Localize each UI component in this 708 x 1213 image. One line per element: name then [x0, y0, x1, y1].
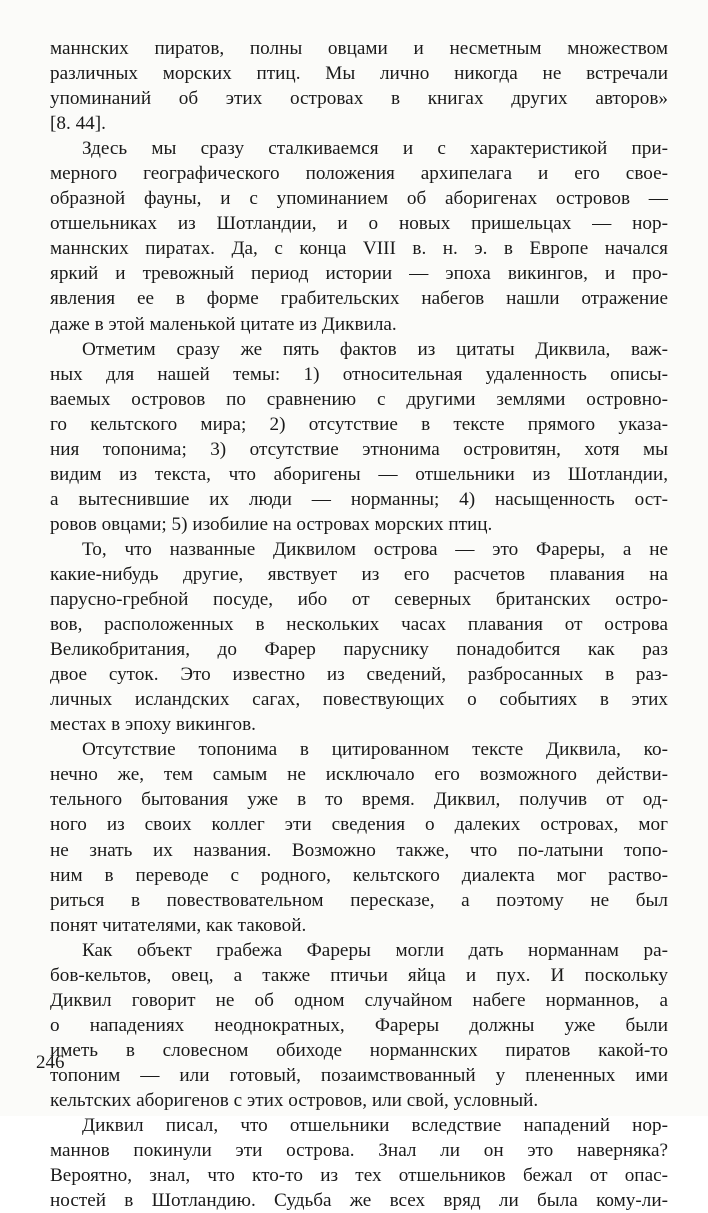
- text-line: Здесь мы сразу сталкиваемся и с характеристикой при-: [82, 138, 668, 160]
- page-number: 246: [36, 1052, 65, 1073]
- text-line: упоминаний об этих островах в книгах других авторов»: [50, 88, 668, 110]
- text-line: Вероятно, знал, что кто-то из тех отшельников бежал от опас-: [50, 1165, 668, 1187]
- text-line: иметь в словесном обиходе норманнских пиратов какой-то: [50, 1039, 668, 1061]
- text-line: То, что названные Диквилом острова — это Фареры, а не: [82, 538, 668, 560]
- text-line: нечно же, тем самым не исключало его возможного действи-: [50, 764, 668, 786]
- text-line: отшельниках из Шотландии, и о новых пришельцах — нор-: [50, 213, 668, 235]
- text-line: го кельтского мира; 2) отсутствие в тексте прямого указа-: [50, 413, 668, 435]
- text-line: ных для нашей темы: 1) относительная удаленность описы-: [50, 363, 668, 385]
- text-line: личных исландских сагах, повествующих о событиях в этих: [50, 689, 668, 711]
- text-line: ним в переводе с родного, кельтского диалекта мог раство-: [50, 864, 668, 886]
- text-line: не знать их названия. Возможно также, что по-латыни топо-: [50, 839, 668, 861]
- text-line: даже в этой маленькой цитате из Диквила.: [50, 313, 397, 335]
- text-line: вов, расположенных в нескольких часах плавания от острова: [50, 614, 668, 636]
- text-line: Как объект грабежа Фареры могли дать норманнам ра-: [82, 939, 668, 961]
- paragraph: [50, 337, 668, 537]
- text-line: Отметим сразу же пять фактов из цитаты Диквила, важ-: [82, 338, 668, 360]
- paragraph: [50, 537, 668, 737]
- paragraph: [50, 737, 668, 937]
- text-line: топоним — или готовый, позаимствованный у плененных ими: [50, 1064, 668, 1086]
- text-line: ровов овцами; 5) изобилие на островах морских птиц.: [50, 513, 493, 535]
- text-line: Отсутствие топонима в цитированном тексте Диквила, ко-: [82, 739, 668, 761]
- text-line: маннских пиратов, полны овцами и несметным множеством: [50, 38, 668, 59]
- text-line: бов-кельтов, овец, а также птичьи яйца и пух. И поскольку: [50, 964, 668, 986]
- text-line: ваемых островов по сравнению с другими землями островно-: [50, 388, 668, 410]
- text-line: ностей в Шотландию. Судьба же всех вряд ли была кому-ли-: [50, 1190, 668, 1212]
- text-line: о нападениях неоднократных, Фареры должны уже были: [50, 1014, 668, 1036]
- text-line: какие-нибудь другие, явствует из его расчетов плавания на: [50, 563, 668, 585]
- body-text: [50, 36, 668, 1213]
- text-line: маннов покинули эти острова. Знал ли он это наверняка?: [50, 1140, 668, 1162]
- text-line: Диквил писал, что отшельники вследствие нападений нор-: [82, 1115, 668, 1137]
- paragraph: [50, 1113, 668, 1213]
- paragraph: [50, 938, 668, 1113]
- text-line: Великобритания, до Фарер паруснику понадобится как раз: [50, 639, 668, 661]
- text-line: [8. 44].: [50, 113, 106, 135]
- text-line: парусно-гребной посуде, ибо от северных британских остро-: [50, 589, 668, 611]
- text-line: тельного бытования уже в то время. Диквил, получив от од-: [50, 789, 668, 811]
- text-line: различных морских птиц. Мы лично никогда не встречали: [50, 63, 668, 85]
- text-line: местах в эпоху викингов.: [50, 714, 256, 736]
- text-line: ного из своих коллег эти сведения о далеких островах, мог: [50, 814, 668, 836]
- text-line: образной фауны, и с упоминанием об аборигенах островов —: [50, 188, 668, 210]
- text-line: Диквил говорит не об одном случайном набеге норманнов, а: [50, 989, 668, 1011]
- text-line: явления ее в форме грабительских набегов нашли отражение: [50, 288, 668, 310]
- paragraph: [50, 136, 668, 336]
- paragraph: [50, 36, 668, 136]
- text-line: двое суток. Это известно из сведений, разбросанных в раз-: [50, 664, 668, 686]
- text-line: а вытеснившие их люди — норманны; 4) насыщенность ост-: [50, 488, 668, 510]
- text-line: яркий и тревожный период истории — эпоха викингов, и про-: [50, 263, 668, 285]
- text-line: риться в повествовательном пересказе, а поэтому не был: [50, 889, 668, 911]
- text-line: кельтских аборигенов с этих островов, или свой, условный.: [50, 1089, 539, 1111]
- text-line: маннских пиратах. Да, с конца VIII в. н. э. в Европе начался: [50, 238, 668, 260]
- text-line: ния топонима; 3) отсутствие этнонима островитян, хотя мы: [50, 438, 668, 460]
- text-line: видим из текста, что аборигены — отшельники из Шотландии,: [50, 463, 668, 485]
- text-line: понят читателями, как таковой.: [50, 914, 307, 936]
- text-line: мерного географического положения архипелага и его свое-: [50, 163, 668, 185]
